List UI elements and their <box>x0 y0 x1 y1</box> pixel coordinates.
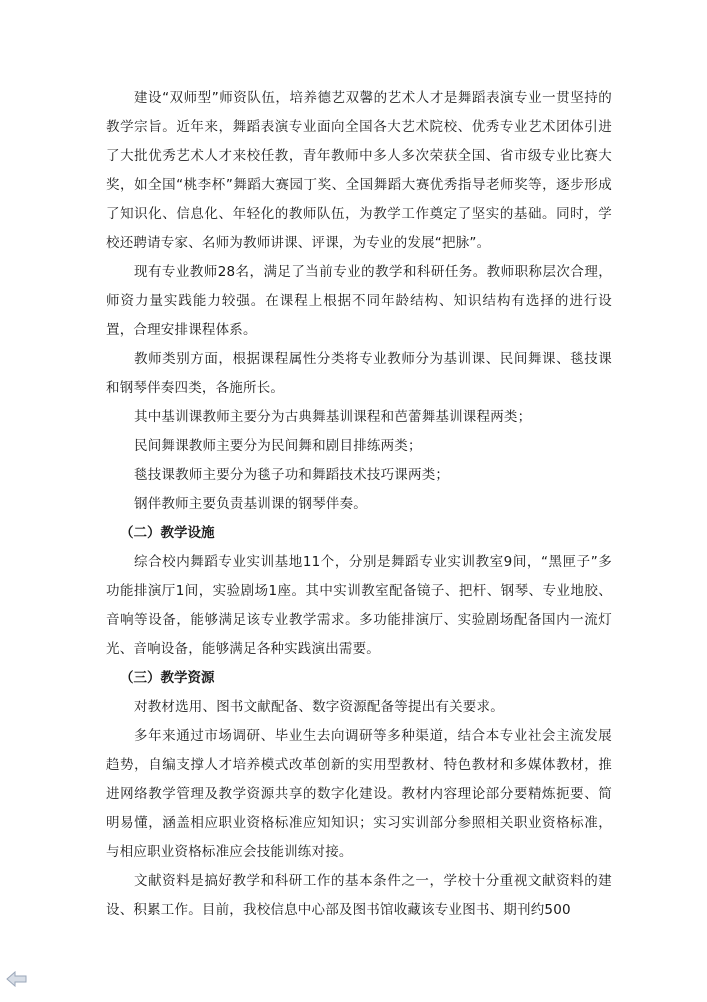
paragraph-teacher-count: 现有专业教师28名，满足了当前专业的教学和科研任务。教师职称层次合理，师资力量实践能力较强。在课程上根据不同年龄结构、知识结构有选择的进行设置，合理安排课程体系。 <box>106 264 612 338</box>
paragraph-basic-training-teachers: 其中基训课教师主要分为古典舞基训课程和芭蕾舞基训课程两类； <box>134 409 532 425</box>
paragraph-carpet-skill-teachers: 毯技课教师主要分为毯子功和舞蹈技术技巧课两类； <box>134 467 450 483</box>
paragraph-resource-requirements: 对教材选用、图书文献配备、数字资源配备等提出有关要求。 <box>134 699 504 715</box>
paragraph-folk-dance-teachers: 民间舞课教师主要分为民间舞和剧目排练两类； <box>134 438 422 454</box>
paragraph-piano-accompanists: 钢伴教师主要负责基训课的钢琴伴奏。 <box>134 496 367 512</box>
paragraph-training-bases: 综合校内舞蹈专业实训基地11个，分别是舞蹈专业实训教室9间，“黑匣子”多功能排演厅1间，实验剧场1座。其中实训教室配备镜子、把杆、钢琴、专业地胶、音响等设备，能够满足该专业教学需求。多功能排演厅、实验剧场配备国内一流灯光、音响设备，能够满足各种实践演出需要。 <box>106 554 612 657</box>
section-heading-teaching-facilities: （二）教学设施 <box>120 525 215 541</box>
section-heading-teaching-resources: （三）教学资源 <box>120 670 215 686</box>
previous-page-arrow-icon[interactable] <box>6 971 28 987</box>
paragraph-double-qualified-teachers: 建设“双师型”师资队伍，培养德艺双馨的艺术人才是舞蹈表演专业一贯坚持的教学宗旨。近年来，舞蹈表演专业面向全国各大艺术院校、优秀专业艺术团体引进了大批优秀艺术人才来校任教，青年教师中多人多次荣获全国、省市级专业比赛大奖，如全国“桃李杯”舞蹈大赛园丁奖、全国舞蹈大赛优秀指导老师奖等，逐步形成了知识化、信息化、年轻化的教师队伍，为教学工作奠定了坚实的基础。同时，学校还聘请专家、名师为教师讲课、评课，为专业的发展“把脉”。 <box>106 90 612 251</box>
paragraph-literature-resources: 文献资料是搞好教学和科研工作的基本条件之一，学校十分重视文献资料的建设、积累工作。目前，我校信息中心部及图书馆收藏该专业图书、期刊约500 <box>106 873 612 918</box>
paragraph-textbook-development: 多年来通过市场调研、毕业生去向调研等多种渠道，结合本专业社会主流发展趋势，自编支撑人才培养模式改革创新的实用型教材、特色教材和多媒体教材，推进网络教学管理及教学资源共享的数字化建设。教材内容理论部分要精炼扼要、简明易懂，涵盖相应职业资格标准应知知识；实习实训部分参照相关职业资格标准，与相应职业资格标准应会技能训练对接。 <box>106 728 612 860</box>
document-body <box>106 84 612 925</box>
paragraph-teacher-categories: 教师类别方面，根据课程属性分类将专业教师分为基训课、民间舞课、毯技课和钢琴伴奏四类，各施所长。 <box>106 351 612 396</box>
